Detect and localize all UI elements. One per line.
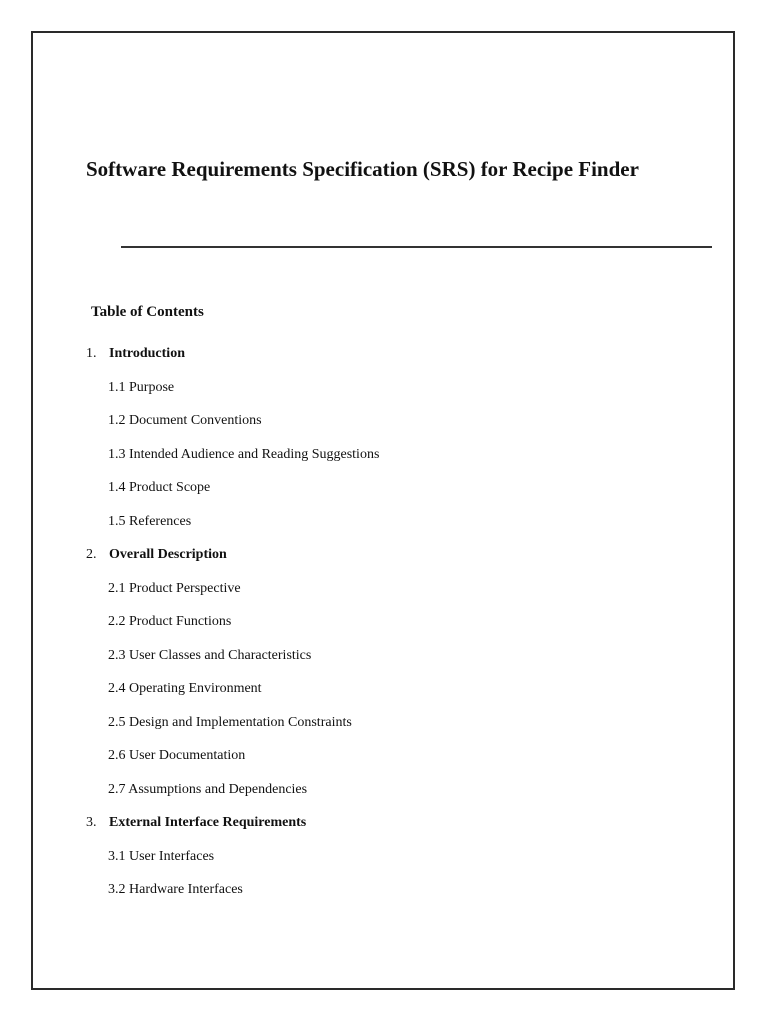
toc-section-number: 2. bbox=[86, 547, 97, 562]
toc-heading: Table of Contents bbox=[91, 304, 204, 320]
toc-item: 3.1 User Interfaces bbox=[108, 848, 215, 864]
toc-item: 2.7 Assumptions and Dependencies bbox=[108, 781, 308, 797]
title-divider bbox=[121, 246, 712, 248]
toc-item: 2.5 Design and Implementation Constraints bbox=[108, 714, 352, 730]
toc-item: 2.3 User Classes and Characteristics bbox=[108, 647, 312, 663]
toc-section-external-interface-requirements bbox=[86, 811, 706, 912]
toc-item: 1.4 Product Scope bbox=[108, 480, 211, 495]
toc-section-label: Overall Description bbox=[109, 547, 227, 562]
toc-item: 2.6 User Documentation bbox=[108, 748, 246, 763]
toc-subsection-list bbox=[86, 845, 706, 912]
document-title: Software Requirements Specification (SRS) for Recipe Finder bbox=[86, 157, 639, 181]
toc-section-number: 3. bbox=[86, 815, 97, 830]
table-of-contents bbox=[86, 342, 706, 912]
toc-item: 1.3 Intended Audience and Reading Suggestions bbox=[108, 446, 380, 462]
toc-section-number: 1. bbox=[86, 346, 97, 361]
toc-item: 2.1 Product Perspective bbox=[108, 580, 241, 596]
toc-section-heading bbox=[86, 342, 706, 376]
toc-item: 1.2 Document Conventions bbox=[108, 413, 262, 428]
toc-section-heading bbox=[86, 811, 706, 845]
toc-item: 1.5 References bbox=[108, 513, 192, 529]
toc-section-introduction bbox=[86, 342, 706, 543]
toc-item: 2.2 Product Functions bbox=[108, 614, 232, 629]
toc-item: 2.4 Operating Environment bbox=[108, 681, 262, 696]
toc-section-overall-description bbox=[86, 543, 706, 811]
toc-item: 1.1 Purpose bbox=[108, 379, 175, 395]
toc-section-label: Introduction bbox=[109, 346, 185, 361]
toc-item: 3.2 Hardware Interfaces bbox=[108, 882, 243, 897]
toc-section-label: External Interface Requirements bbox=[109, 815, 307, 830]
toc-subsection-list bbox=[86, 577, 706, 812]
toc-subsection-list bbox=[86, 376, 706, 544]
toc-section-heading bbox=[86, 543, 706, 577]
